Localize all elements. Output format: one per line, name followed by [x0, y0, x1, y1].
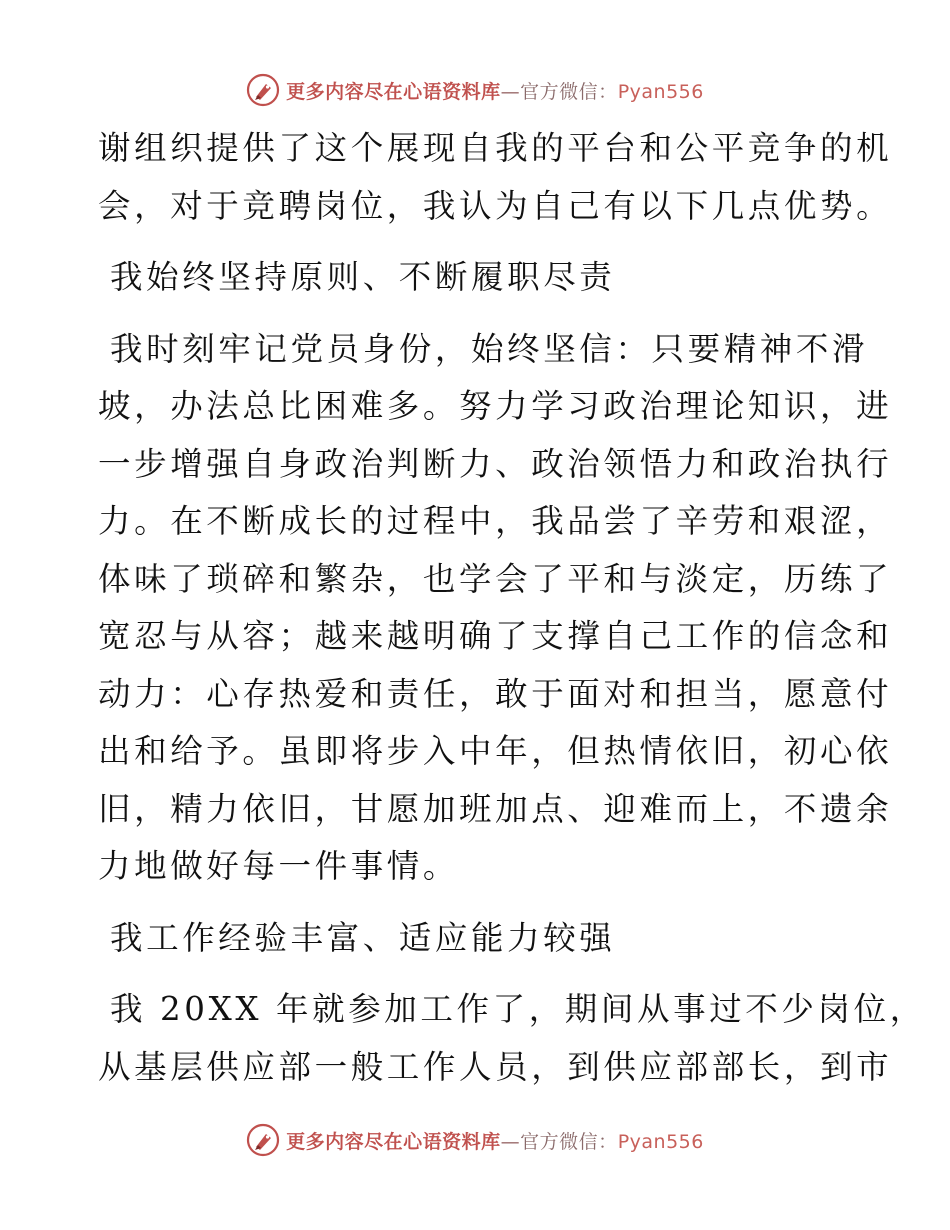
text-line: 动力：心存热爱和责任，敢于面对和担当，愿意付 [98, 674, 893, 713]
paragraph-experience [98, 981, 926, 1096]
text-line: 旧，精力依旧，甘愿加班加点、迎难而上，不遗余 [98, 789, 893, 828]
paragraph-continuation [98, 120, 893, 235]
text-line: 坡，办法总比困难多。努力学习政治理论知识，进 [98, 387, 893, 425]
footer-banner-text [286, 1127, 704, 1154]
text-line: 力地做好每一件事情。 [98, 847, 460, 885]
text-line: 体味了琐碎和繁杂，也学会了平和与淡定，历练了 [98, 559, 893, 598]
pen-nib-icon [246, 1123, 280, 1157]
banner-wechat-label: 官方微信： [520, 80, 618, 103]
banner-main-text: 更多内容尽在心语资料库 [286, 80, 501, 103]
text-line: 会，对于竞聘岗位，我认为自己有以下几点优势。 [98, 186, 893, 225]
header-banner-text [286, 77, 704, 104]
pen-nib-icon [246, 73, 280, 107]
text-line: 谢组织提供了这个展现自我的平台和公平竞争的机 [98, 129, 893, 167]
banner-wechat-label: 官方微信： [520, 1130, 618, 1153]
text-line: 出和给予。虽即将步入中年，但热情依旧，初心依 [98, 732, 893, 770]
banner-dash: — [500, 80, 521, 103]
section-heading-experience [98, 910, 858, 968]
text-line: 力。在不断成长的过程中，我品尝了辛劳和艰涩， [98, 502, 893, 540]
banner-dash: — [500, 1130, 521, 1153]
text-line: 宽忍与从容；越来越明确了支撑自己工作的信念和 [98, 617, 893, 655]
banner-main-text: 更多内容尽在心语资料库 [286, 1130, 501, 1153]
paragraph-principles [98, 321, 893, 896]
heading-line: 我工作经验丰富、适应能力较强 [110, 918, 616, 957]
text-line: 从基层供应部一般工作人员，到供应部部长，到市 [98, 1047, 893, 1086]
banner-wechat-id: Pyan556 [617, 1130, 704, 1153]
header-banner [0, 70, 950, 110]
text-line: 我时刻牢记党员身份，始终坚信：只要精神不滑 [110, 329, 869, 368]
text-line: 一步增强自身政治判断力、政治领悟力和政治执行 [98, 444, 893, 483]
text-line: 我 20XX 年就参加工作了，期间从事过不少岗位， [110, 990, 926, 1028]
section-heading-principles [98, 249, 858, 307]
document-body [98, 120, 926, 1096]
banner-wechat-id: Pyan556 [617, 80, 704, 103]
footer-banner [0, 1120, 950, 1160]
heading-line: 我始终坚持原则、不断履职尽责 [110, 258, 616, 296]
